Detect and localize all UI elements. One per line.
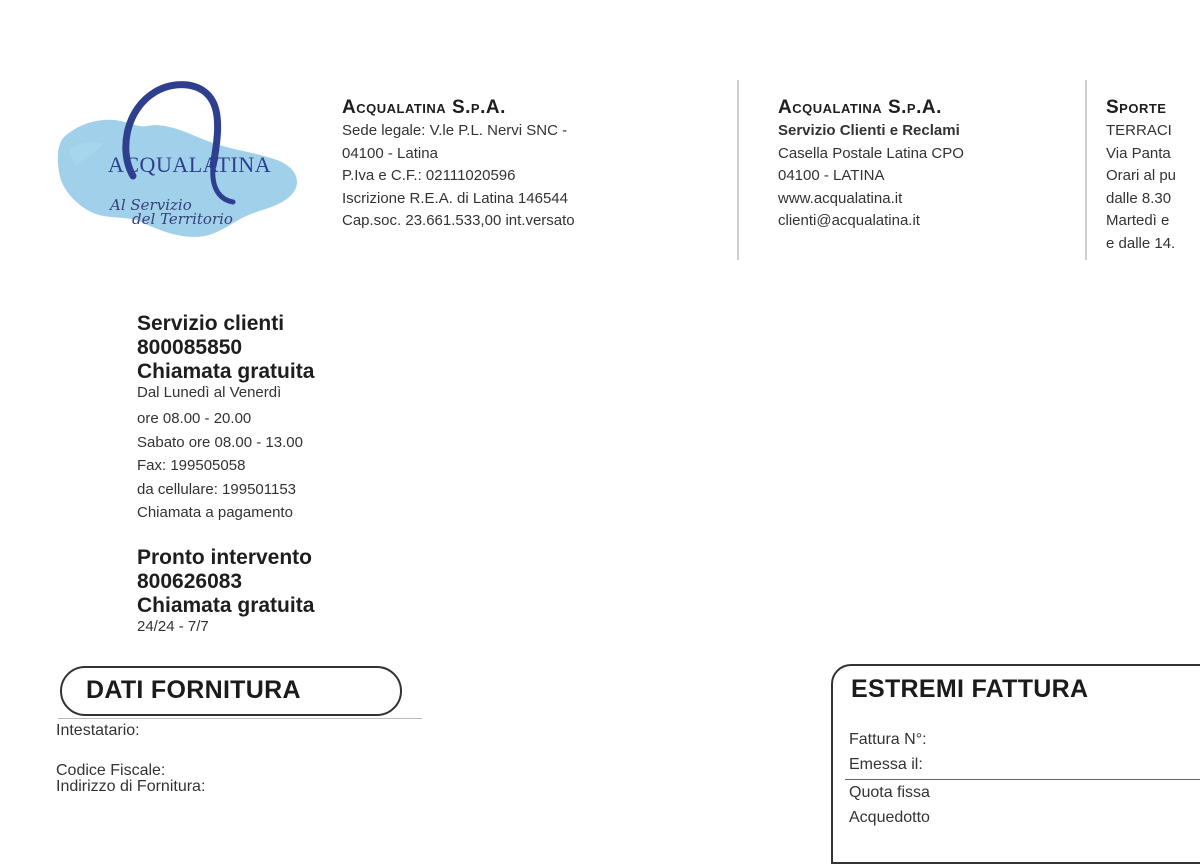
column-divider bbox=[737, 80, 739, 260]
tax-code-label: Codice Fiscale: bbox=[56, 762, 166, 779]
info-line: Orari al pu bbox=[1106, 167, 1177, 184]
customer-service-number: 800085850 bbox=[137, 336, 243, 359]
invoice-divider bbox=[845, 779, 1200, 780]
info-line: Casella Postale Latina CPO bbox=[778, 144, 964, 162]
free-call-label: Chiamata gratuita bbox=[137, 360, 315, 383]
supply-address-label: Indirizzo di Fornitura: bbox=[56, 778, 206, 795]
info-line: e dalle 14. bbox=[1106, 234, 1176, 252]
logo-tagline-line1: Al Servizio bbox=[110, 196, 192, 214]
company-legal-info bbox=[342, 96, 575, 233]
paid-call-label: Chiamata a pagamento bbox=[137, 504, 293, 521]
company-heading: Acqualatina S.p.A. bbox=[342, 97, 506, 118]
supply-data-divider bbox=[58, 718, 422, 719]
info-line: Via Panta bbox=[1106, 144, 1171, 162]
emergency-title: Pronto intervento bbox=[137, 546, 313, 569]
customer-service-block bbox=[137, 312, 314, 525]
fax-number: Fax: 199505058 bbox=[137, 457, 246, 474]
service-hours-line: ore 08.00 - 20.00 bbox=[137, 410, 252, 427]
service-hours-line: Dal Lunedì al Venerdì bbox=[137, 384, 282, 401]
company-heading: Acqualatina S.p.A. bbox=[778, 97, 942, 118]
fixed-fee-label: Quota fissa bbox=[849, 784, 930, 801]
column-divider bbox=[1085, 80, 1087, 260]
logo-wordmark: ACQUALATINA bbox=[108, 152, 272, 177]
holder-label: Intestatario: bbox=[56, 722, 140, 739]
info-line: TERRACI bbox=[1106, 122, 1172, 139]
emergency-number: 800626083 bbox=[137, 570, 243, 593]
customer-service-title: Servizio clienti bbox=[137, 312, 285, 335]
aqueduct-label: Acquedotto bbox=[849, 809, 930, 826]
company-heading: Sporte bbox=[1106, 97, 1167, 118]
info-line: P.Iva e C.F.: 02111020596 bbox=[342, 167, 516, 184]
emergency-hours: 24/24 - 7/7 bbox=[137, 618, 209, 635]
info-line: Martedì e bbox=[1106, 212, 1170, 229]
issue-date-label: Emessa il: bbox=[849, 756, 923, 773]
logo-tagline-line2: del Territorio bbox=[132, 210, 233, 228]
info-line: dalle 8.30 bbox=[1106, 189, 1172, 207]
invoice-details-title: ESTREMI FATTURA bbox=[851, 675, 1089, 703]
info-line: Iscrizione R.E.A. di Latina 146544 bbox=[342, 189, 568, 207]
info-line: Sede legale: V.le P.L. Nervi SNC - bbox=[342, 122, 568, 139]
service-subheading: Servizio Clienti e Reclami bbox=[778, 122, 960, 139]
invoice-number-label: Fattura N°: bbox=[849, 731, 927, 748]
info-line: 04100 - LATINA bbox=[778, 167, 885, 184]
supply-data-title: DATI FORNITURA bbox=[86, 676, 301, 704]
email-link[interactable]: clienti@acqualatina.it bbox=[778, 212, 920, 229]
free-call-label: Chiamata gratuita bbox=[137, 594, 315, 617]
website-link[interactable]: www.acqualatina.it bbox=[778, 189, 903, 207]
service-hours-line: Sabato ore 08.00 - 13.00 bbox=[137, 433, 303, 451]
company-office-info bbox=[1106, 96, 1176, 255]
emergency-service-block bbox=[137, 546, 314, 641]
info-line: Cap.soc. 23.661.533,00 int.versato bbox=[342, 212, 575, 229]
info-line: 04100 - Latina bbox=[342, 144, 438, 162]
logo-tagline bbox=[110, 198, 233, 226]
acqualatina-logo bbox=[55, 80, 315, 260]
mobile-number: da cellulare: 199501153 bbox=[137, 480, 297, 498]
company-customer-service-info bbox=[778, 96, 964, 233]
